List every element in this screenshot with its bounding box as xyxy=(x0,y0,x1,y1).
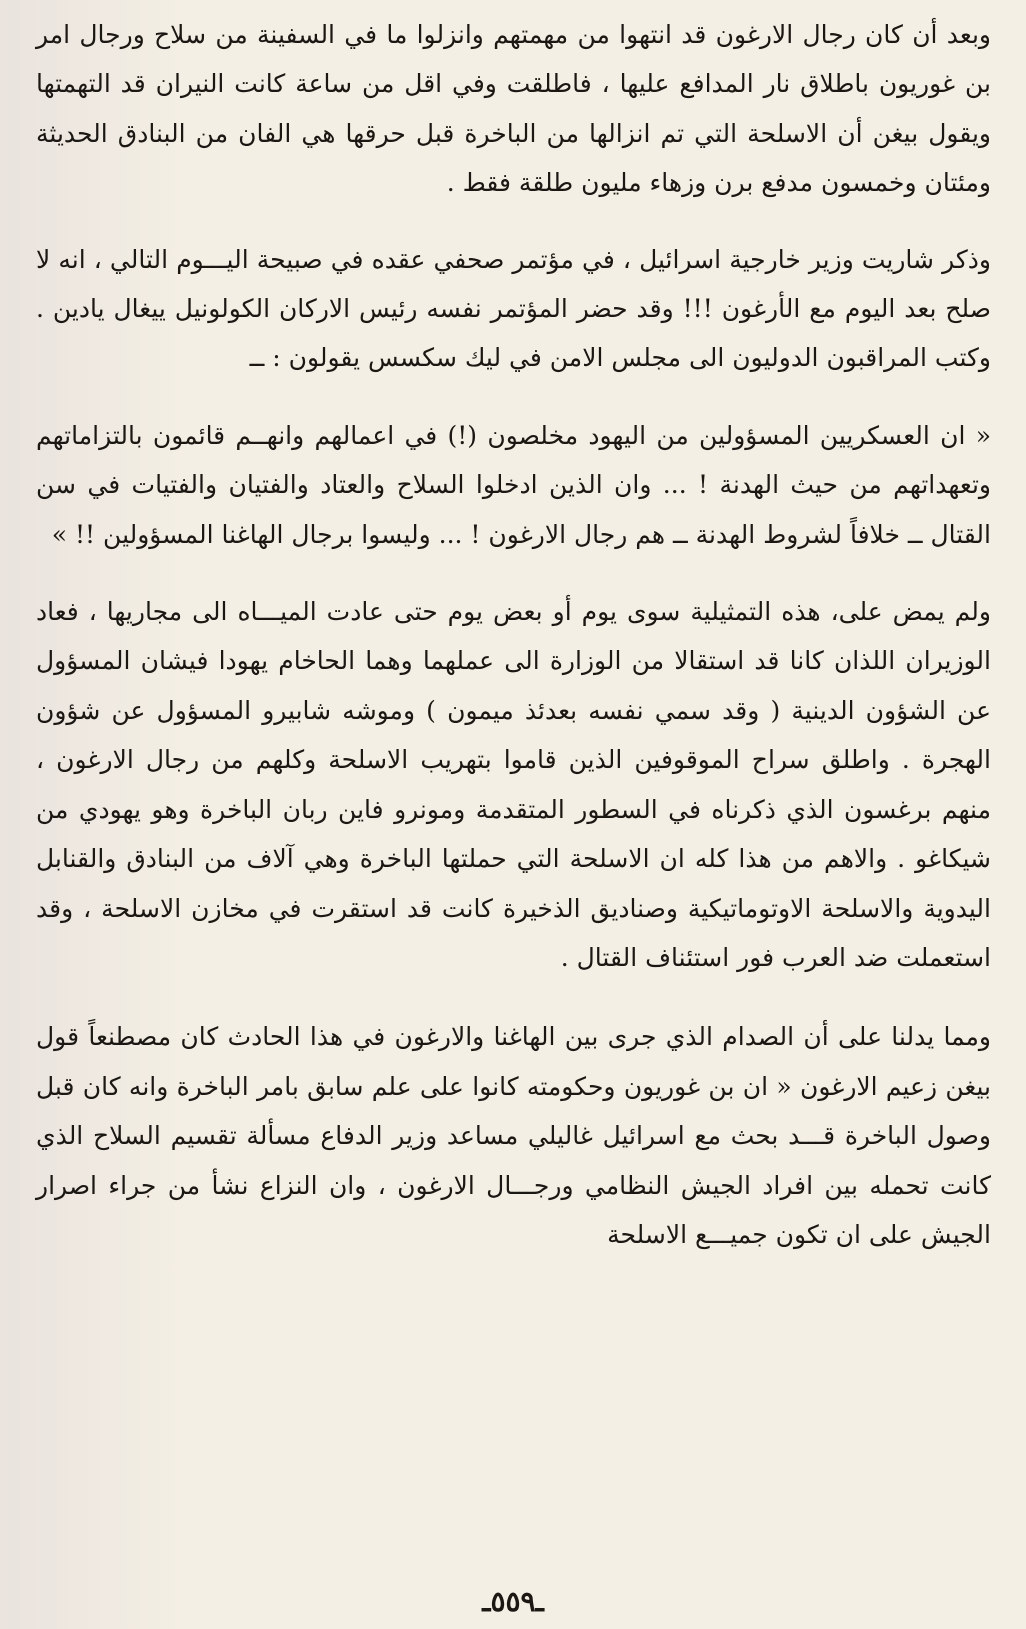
paragraph-3-quote: « ان العسكريين المسؤولين من اليهود مخلصون (!) في اعمالهم وانهــم قائمون بالتزاماتهم وتعهداتهم من حيث الهدنة ! ... وان الذين ادخلوا السلاح والعتاد والفتيان والفتيات في سن القتال ــ خلافاً لشروط الهدنة ــ هم رجال الارغون ! ... وليسوا برجال الهاغنا المسؤولين !! » xyxy=(36,420,991,549)
body-text xyxy=(36,10,991,1259)
paragraph-4: ولم يمض على، هذه التمثيلية سوى يوم أو بعض يوم حتى عادت الميـــاه الى مجاريها ، فعاد الوزيران اللذان كانا قد استقالا من الوزارة الى عملهما وهما الحاخام يهودا فيشان المسؤول عن الشؤون الدينية ( وقد سمي نفسه بعدئذ ميمون ) وموشه شابيرو المسؤول عن شؤون الهجرة . واطلق سراح الموقوفين الذين قاموا بتهريب الاسلحة وكلهم من رجال الارغون ، منهم برغسون الذي ذكرناه في السطور المتقدمة ومونرو فاين ربان الباخرة وهو يهودي من شيكاغو . والاهم من هذا كله ان الاسلحة التي حملتها الباخرة وهي آلاف من البنادق والقنابل اليدوية والاسلحة الاوتوماتيكية وصناديق الذخيرة كانت قد استقرت في مخازن الاسلحة ، وقد استعملت ضد العرب فور استئناف القتال . xyxy=(36,597,991,972)
paragraph-2: وذكر شاريت وزير خارجية اسرائيل ، في مؤتمر صحفي عقده في صبيحة اليـــوم التالي ، انه لا صلح بعد اليوم مع الأرغون !!! وقد حضر المؤتمر نفسه رئيس الاركان الكولونيل ييغال يادين . وكتب المراقبون الدوليون الى مجلس الامن في ليك سكسس يقولون : ــ xyxy=(36,244,991,373)
paragraph-5: ومما يدلنا على أن الصدام الذي جرى بين الهاغنا والارغون في هذا الحادث كان مصطنعاً قول بيغن زعيم الارغون « ان بن غوريون وحكومته كانوا على علم سابق بامر الباخرة وانه كان قبل وصول الباخرة قـــد بحث مع اسرائيل غاليلي مساعد وزير الدفاع مسألة تقسيم السلاح الذي كانت تحمله بين افراد الجيش النظامي ورجـــال الارغون ، وان النزاع نشأ من جراء اصرار الجيش على ان تكون جميـــع الاسلحة xyxy=(36,1022,991,1249)
page-number: ـ٥٥٩ـ xyxy=(482,1585,544,1618)
paragraph-1: وبعد أن كان رجال الارغون قد انتهوا من مهمتهم وانزلوا ما في السفينة من سلاح ورجال امر بن غوريون باطلاق نار المدافع عليها ، فاطلقت وفي اقل من ساعة كانت النيران قد التهمتها ويقول بيغن أن الاسلحة التي تم انزالها من الباخرة قبل حرقها هي الفان من البنادق الحديثة ومئتان وخمسون مدفع برن وزهاء مليون طلقة فقط . xyxy=(36,20,991,198)
